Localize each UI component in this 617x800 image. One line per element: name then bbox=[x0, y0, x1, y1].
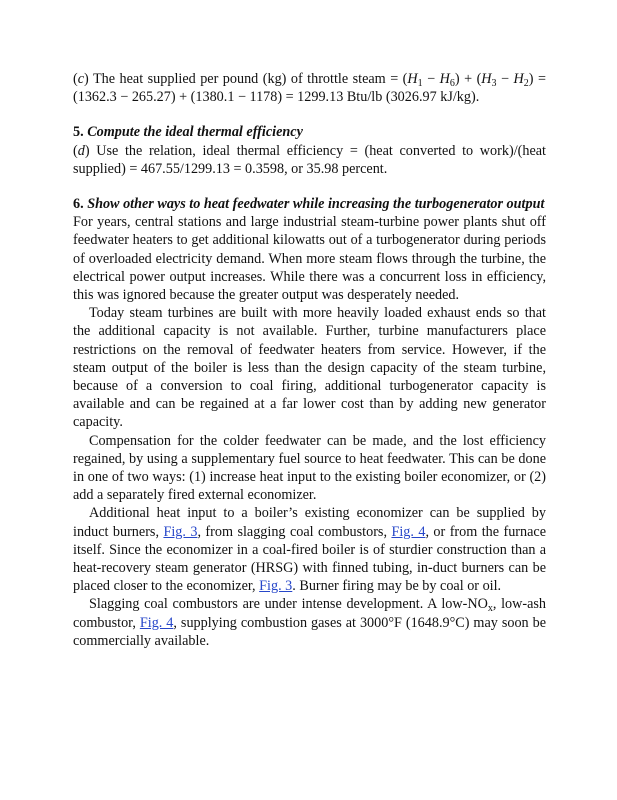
step-6-title: Show other ways to heat feedwater while increasing the turbogenerator output bbox=[87, 196, 545, 213]
fig-3-link[interactable]: Fig. 3 bbox=[259, 578, 293, 595]
part-label-c: c bbox=[77, 71, 85, 87]
body-paragraph-5: Slagging coal combustors are under intense development. A low-$NO_x$, low-ash combustor, Fig. 4, supplying combustion gases at 3000°F (1648.9°C) may soon be commercially available. bbox=[73, 596, 546, 649]
fig-4-link[interactable]: Fig. 4 bbox=[139, 614, 174, 631]
fig-3-link[interactable]: Fig. 3 bbox=[163, 523, 198, 540]
fig-4-link[interactable]: Fig. 4 bbox=[391, 523, 426, 540]
part-label-d: d bbox=[77, 142, 85, 159]
body-paragraph-4: Additional heat input to a boiler’s existing economizer can be supplied by induct burners, Fig. 3, from slagging coal combustors, Fig. 4, or from the furnace itself. Since the economizer in a coal-fired boiler is of sturdier construction than a heat-recovery steam generator (HRSG) with finned tubing, in-duct burners can be placed closer to the economizer, Fig. 3. Burner firing may be by coal or oil. bbox=[73, 505, 547, 595]
body-paragraph-2: Today steam turbines are built with more heavily loaded exhaust ends so that the additional capacity is not available. Further, turbine manufacturers place restrictions on the removal of feedwater heaters from service. However, if the steam output of the boiler is less than the design capacity of the steam turbine, because of a conversion to coal firing, additional turbogenerator capacity is available and can be regained at a far lower cost than by adding new generator capacity. bbox=[73, 305, 546, 431]
document-page bbox=[73, 70, 546, 650]
step-6-heading: 6. Show other ways to heat feedwater while increasing the turbogenerator output bbox=[73, 196, 545, 213]
body-paragraph-3: Compensation for the colder feedwater can be made, and the lost efficiency regained, by using a supplementary fuel source to heat feedwater. This can be done in one of two ways: (1) increase heat input to the existing boiler economizer, or (2) add a separately fired external economizer. bbox=[73, 432, 546, 504]
section-d-paragraph: (d) Use the relation, ideal thermal efficiency = (heat converted to work)/(heat supplied) = 467.55/1299.13 = 0.3598, or 35.98 percent. bbox=[73, 142, 546, 177]
step-5-heading: 5. Compute the ideal thermal efficiency bbox=[73, 124, 303, 141]
section-c-paragraph: (c) The heat supplied per pound (kg) of throttle steam = $(H_1 - H_6) + (H_3 - H_2) = (1362.3 - 265.27) + (1380.1 - 1178) = 1299.13$ Btu/lb (3026.97 kJ/kg). bbox=[73, 71, 546, 106]
step-5-title: Compute the ideal thermal efficiency bbox=[87, 124, 303, 141]
body-paragraph-1: For years, central stations and large industrial steam-turbine power plants shut off feedwater heaters to get additional kilowatts out of a turbogenerator during periods of overloaded electricity demand. When more steam flows through the turbine, the electrical power output increases. While there was a concurrent loss in efficiency, this was ignored because the greater output was desperately needed. bbox=[73, 214, 546, 304]
